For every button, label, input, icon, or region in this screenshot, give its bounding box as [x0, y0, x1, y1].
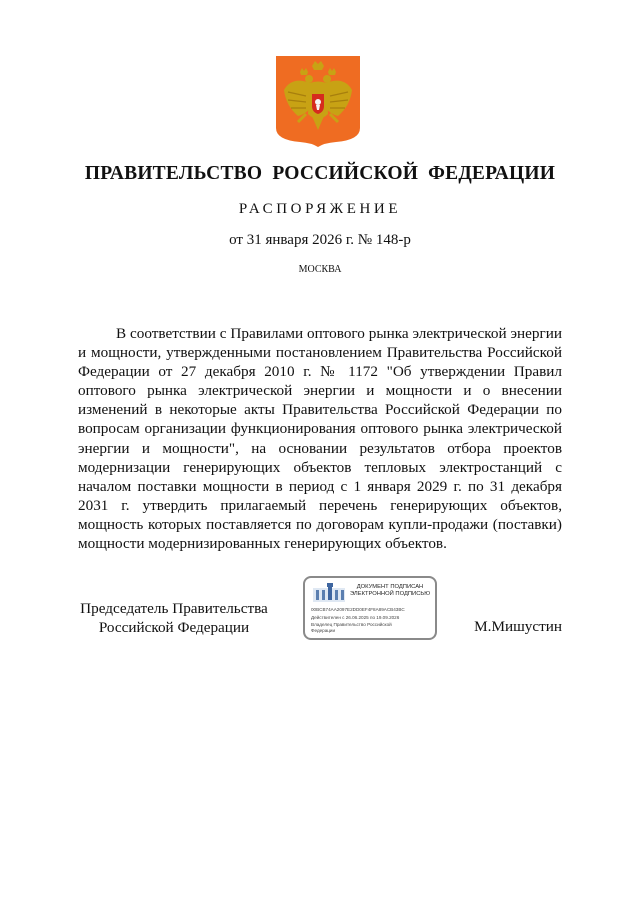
signer-name: М.Мишустин: [474, 618, 562, 635]
signer-title: Председатель Правительства Российской Федерации: [80, 600, 268, 636]
stamp-owner: Владелец Правительство Российской Федерации: [311, 622, 392, 633]
stamp-heading: ДОКУМЕНТ ПОДПИСАН ЭЛЕКТРОННОЙ ПОДПИСЬЮ: [349, 584, 431, 597]
document-city: МОСКВА: [298, 264, 342, 275]
document-type: РАСПОРЯЖЕНИЕ: [238, 201, 402, 217]
document-date-number: от 31 января 2026 г. № 148-р: [229, 232, 411, 248]
stamp-validity: Действителен с 26.06.2025 по 19.09.2026: [311, 615, 400, 620]
coat-of-arms-emblem: [276, 56, 360, 147]
electronic-signature-stamp: [303, 576, 437, 640]
stamp-certificate: 00BCB74AA2097E2DD0EF4F8A89ACB43BC: [311, 607, 405, 612]
government-title: ПРАВИТЕЛЬСТВО РОССИЙСКОЙ ФЕДЕРАЦИИ: [84, 163, 556, 184]
body-paragraph: В соответствии с Правилами оптового рынка электрической энергии и мощности, утвержденными постановлением Правительства Российской Федерации от 27 декабря 2010 г. № 1172 "Об утверждении Правил оптового рынка электрической энергии и мощности и о внесении изменений в некоторые акты Правительства Российской Федерации по вопросам организации функционирования оптового рынка электрической энергии и мощности", на основании результатов отбора проектов модернизации генерирующих объектов тепловых электростанций с началом поставки мощности в период с 1 января 2029 г. по 31 декабря 2031 г. утвердить прилагаемый перечень генерирующих объектов, мощность которых поставляется по договорам купли-продажи (поставки) мощности модернизированных генерирующих объектов.: [78, 325, 562, 553]
government-building-icon: [311, 582, 347, 604]
